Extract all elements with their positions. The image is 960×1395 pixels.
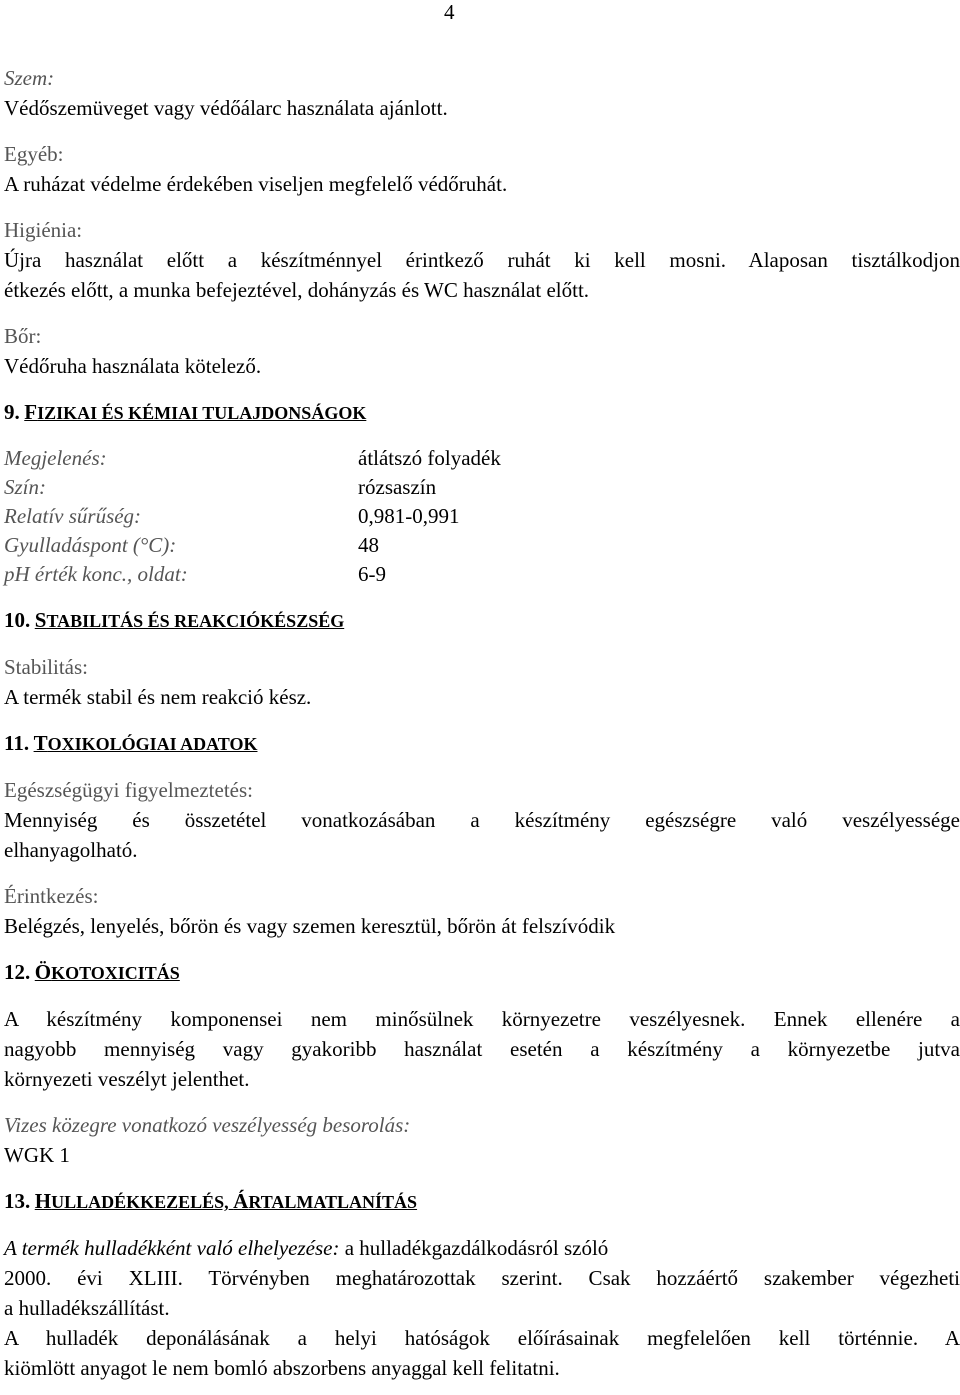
hygiene-label: Higiénia: [4,218,83,242]
property-name: Megjelenés: [4,446,107,470]
eye-text: Védőszemüveget vagy védőálarc használata ajánlott. [4,96,448,120]
hygiene-text-line1: Újra használat előtt a készítménnyel érintkező ruhát ki kell mosni. Alaposan tisztálkodjon [4,248,960,272]
property-row [4,531,960,560]
health-warning-line1: Mennyiség és összetétel vonatkozásában a készítmény egészségre való veszélyessége [4,808,960,832]
section-10-heading: 10. STABILITÁS ÉS REAKCIÓKÉSZSÉG [4,608,345,632]
property-value: 48 [358,533,379,557]
document-body [4,63,960,1383]
property-value: 6-9 [358,562,386,586]
contact-text: Belégzés, lenyelés, bőrön és vagy szemen keresztül, bőrön át felszívódik [4,914,616,938]
property-row [4,473,960,502]
properties-table [4,444,960,589]
disposal-line1 [4,1233,960,1263]
water-hazard-value: WGK 1 [4,1143,70,1167]
disposal-line2: 2000. évi XLIII. Törvényben meghatározottak szerint. Csak hozzáértő szakember végezheti [4,1266,960,1290]
water-hazard-label: Vizes közegre vonatkozó veszélyesség besorolás: [4,1113,411,1137]
deposit-line2: kiömlött anyagot le nem bomló abszorbens anyaggal kell felitatni. [4,1356,560,1380]
skin-text: Védőruha használata kötelező. [4,354,262,378]
section-12-heading: 12. ÖKOTOXICITÁS [4,960,180,984]
property-value: rózsaszín [358,475,437,499]
property-value: átlátszó folyadék [358,446,501,470]
disposal-line3: a hulladékszállítást. [4,1296,170,1320]
property-name: pH érték konc., oldat: [4,562,188,586]
property-value: 0,981-0,991 [358,504,460,528]
other-text: A ruházat védelme érdekében viseljen megfelelő védőruhát. [4,172,508,196]
property-row [4,560,960,589]
section-9-heading: 9. FIZIKAI ÉS KÉMIAI TULAJDONSÁGOK [4,400,367,424]
stability-label: Stabilitás: [4,655,88,679]
deposit-line1: A hulladék deponálásának a helyi hatóságok előírásainak megfelelően kell történnie. A [4,1326,960,1350]
hygiene-text-line2: étkezés előtt, a munka befejeztével, dohányzás és WC használat előtt. [4,278,590,302]
health-warning-label: Egészségügyi figyelmeztetés: [4,778,253,802]
ecotox-line2: nagyobb mennyiség vagy gyakoribb használat esetén a készítmény a környezetbe jutva [4,1037,960,1061]
property-row [4,502,960,531]
contact-label: Érintkezés: [4,884,99,908]
section-11-heading: 11. TOXIKOLÓGIAI ADATOK [4,731,258,755]
property-name: Relatív sűrűség: [4,504,142,528]
ecotox-line1: A készítmény komponensei nem minősülnek környezetre veszélyesnek. Ennek ellenére a [4,1007,960,1031]
page-number: 4 [444,0,455,24]
other-label: Egyéb: [4,142,64,166]
property-row [4,444,960,473]
eye-label: Szem: [4,66,55,90]
ecotox-line3: környezeti veszélyt jelenthet. [4,1067,250,1091]
section-13-heading: 13. HULLADÉKKEZELÉS, ÁRTALMATLANÍTÁS [4,1189,418,1213]
disposal-label: A termék hulladékként való elhelyezése: [4,1236,340,1260]
health-warning-line2: elhanyagolható. [4,838,138,862]
disposal-text: a hulladékgazdálkodásról szóló [339,1236,609,1260]
skin-label: Bőr: [4,324,42,348]
stability-text: A termék stabil és nem reakció kész. [4,685,312,709]
property-name: Szín: [4,475,46,499]
property-name: Gyulladáspont (°C): [4,533,177,557]
